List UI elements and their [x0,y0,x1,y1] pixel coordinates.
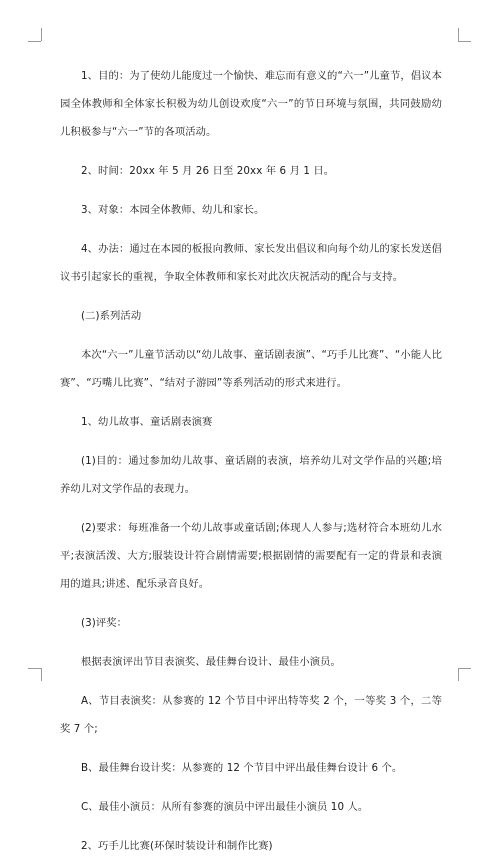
paragraph-audience: 3、对象：本园全体教师、幼儿和家长。 [81,204,265,216]
crop-mark-top-right-v [458,28,459,41]
crop-mark-top-left-h [28,41,41,42]
paragraph-method: 4、办法：通过在本园的板报向教师、家长发出倡议和向每个幼儿的家长发送倡议书引起家长的重视，争取全体教师和家长对此次庆祝活动的配合与支持。 [60,243,442,283]
paragraph-award-b: B、最佳舞台设计奖：从参赛的 12 个节目中评出最佳舞台设计 6 个。 [81,762,403,774]
paragraph-purpose: 1、目的：为了使幼儿能度过一个愉快、难忘而有意义的“六一”儿童节，倡议本园全体教师和全体家长积极为幼儿创设欢度“六一”的节日环境与氛围，共同鼓励幼儿积极参与“六一”节的各项活动。 [60,70,442,138]
document-body [60,62,442,860]
crop-mark-bottom-right-h [458,668,471,669]
paragraph-awards-heading: (3)评奖： [81,617,128,629]
crop-mark-top-left-v [41,28,42,41]
paragraph-series-intro: 本次“六一”儿童节活动以“幼儿故事、童话剧表演”、“巧手儿比赛”、“小能人比赛”、“巧嘴儿比赛”、“结对子游园”等系列活动的形式来进行。 [60,349,442,389]
paragraph-contest-requirements: (2)要求：每班准备一个幼儿故事或童话剧;体现人人参与;选材符合本班幼儿水平;表演活泼、大方;服装设计符合剧情需要;根据剧情的需要配有一定的背景和表演用的道具;讲述、配乐录音良好。 [60,522,442,590]
subheading-story-contest: 1、幼儿故事、童话剧表演赛 [81,416,213,428]
paragraph-award-c: C、最佳小演员：从所有参赛的演员中评出最佳小演员 10 人。 [81,801,369,813]
paragraph-time: 2、时间：20xx 年 5 月 26 日至 20xx 年 6 月 1 日。 [81,165,335,177]
paragraph-awards-intro: 根据表演评出节目表演奖、最佳舞台设计、最佳小演员。 [81,656,341,668]
paragraph-award-a: A、节目表演奖：从参赛的 12 个节目中评出特等奖 2 个，一等奖 3 个，二等奖 7 个; [60,695,442,735]
crop-mark-top-right-h [458,41,471,42]
section-heading-series: (二)系列活动 [81,310,142,322]
subheading-crafts-contest: 2、巧手儿比赛(环保时装设计和制作比赛) [81,840,273,852]
crop-mark-bottom-left-h [28,668,41,669]
paragraph-contest-purpose: (1)目的：通过参加幼儿故事、童话剧的表演，培养幼儿对文学作品的兴趣;培养幼儿对文学作品的表现力。 [60,455,442,495]
crop-mark-bottom-right-v [458,668,459,681]
crop-mark-bottom-left-v [41,668,42,681]
